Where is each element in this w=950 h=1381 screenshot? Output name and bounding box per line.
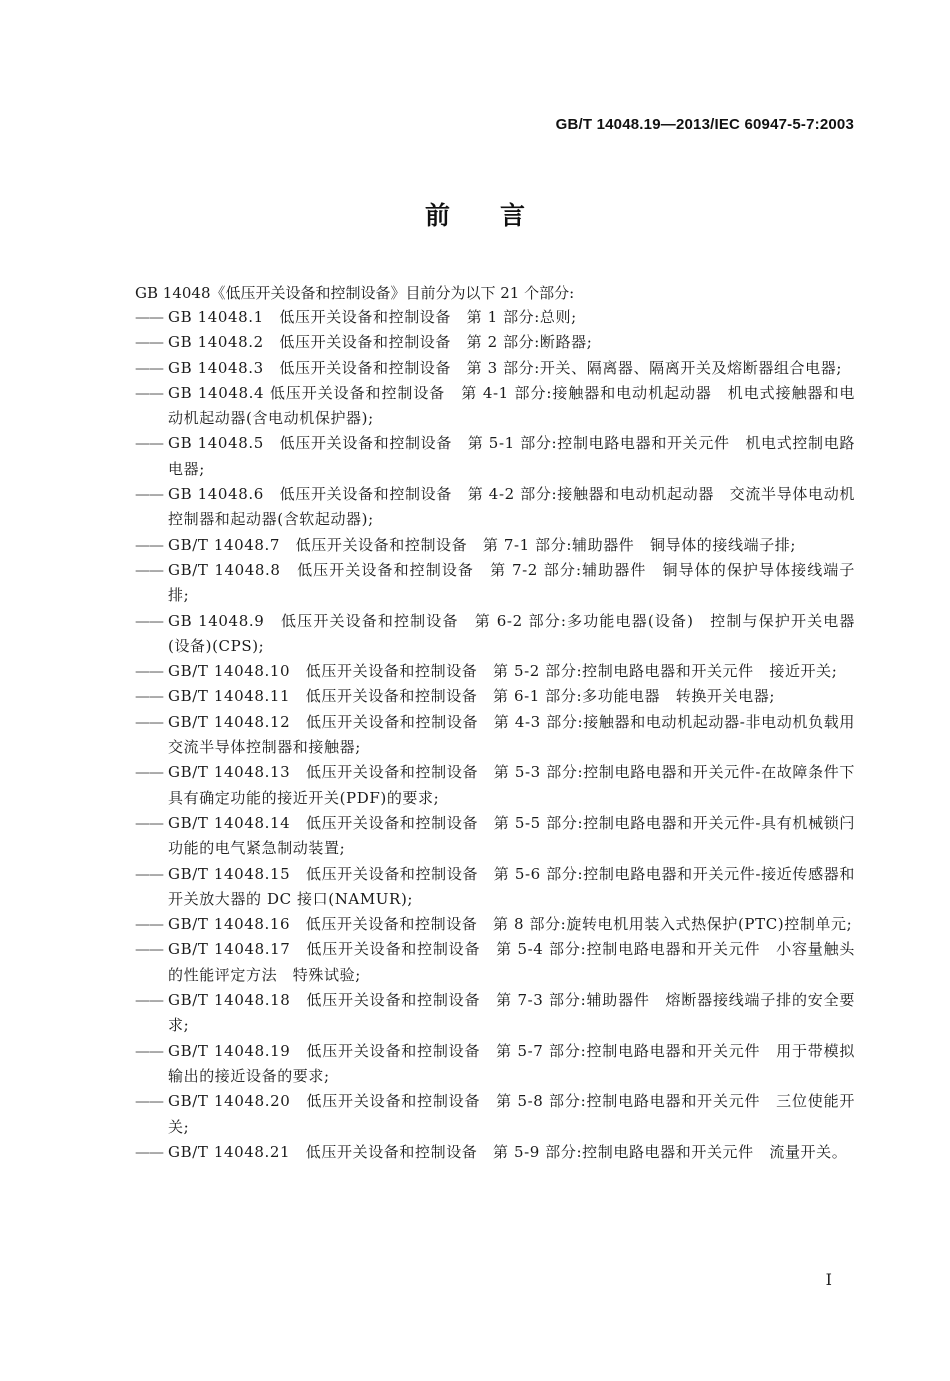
- page-number: I: [825, 1270, 832, 1289]
- list-item-text: GB/T 14048.16 低压开关设备和控制设备 第 8 部分:旋转电机用装入式热保护(PTC)控制单元;: [168, 915, 853, 934]
- list-item: [135, 558, 855, 609]
- list-item: [135, 330, 855, 355]
- list-item: [135, 1039, 855, 1090]
- list-item: [135, 988, 855, 1039]
- list-item-text: GB/T 14048.19 低压开关设备和控制设备 第 5-7 部分:控制电路电器和开关元件 用于带模拟输出的接近设备的要求;: [168, 1041, 855, 1085]
- list-item: [135, 609, 855, 660]
- list-item: [135, 760, 855, 811]
- list-item-text: GB/T 14048.18 低压开关设备和控制设备 第 7-3 部分:辅助器件 熔断器接线端子排的安全要求;: [168, 991, 855, 1035]
- list-item: [135, 710, 855, 761]
- list-item: [135, 381, 855, 432]
- list-item-text: GB/T 14048.17 低压开关设备和控制设备 第 5-4 部分:控制电路电器和开关元件 小容量触头的性能评定方法 特殊试验;: [168, 940, 855, 984]
- list-item-text: GB 14048.6 低压开关设备和控制设备 第 4-2 部分:接触器和电动机起动器 交流半导体电动机控制器和起动器(含软起动器);: [168, 485, 855, 529]
- list-dash: ——: [135, 308, 163, 326]
- list-item-text: GB/T 14048.21 低压开关设备和控制设备 第 5-9 部分:控制电路电器和开关元件 流量开关。: [168, 1142, 848, 1161]
- list-item: [135, 659, 855, 684]
- intro-paragraph: GB 14048《低压开关设备和控制设备》目前分为以下 21 个部分:: [135, 284, 575, 302]
- list-item-text: GB 14048.4 低压开关设备和控制设备 第 4-1 部分:接触器和电动机起动器 机电式接触器和电动机起动器(含电动机保护器);: [168, 383, 855, 428]
- list-item-text: GB 14048.5 低压开关设备和控制设备 第 5-1 部分:控制电路电器和开关元件 机电式控制电路电器;: [168, 434, 855, 478]
- list-dash: ——: [135, 333, 163, 352]
- list-item: [135, 862, 855, 913]
- list-item: [135, 431, 855, 482]
- list-item-text: GB 14048.3 低压开关设备和控制设备 第 3 部分:开关、隔离器、隔离开关及熔断器组合电器;: [168, 358, 842, 377]
- list-dash: ——: [135, 1092, 163, 1111]
- list-item-text: GB 14048.2 低压开关设备和控制设备 第 2 部分:断路器;: [168, 333, 593, 352]
- list-dash: ——: [135, 763, 163, 782]
- list-item-text: GB/T 14048.11 低压开关设备和控制设备 第 6-1 部分:多功能电器 转换开关电器;: [168, 687, 776, 706]
- list-item: [135, 811, 855, 862]
- list-dash: ——: [135, 560, 163, 579]
- list-item-text: GB/T 14048.7 低压开关设备和控制设备 第 7-1 部分:辅助器件 铜导体的接线端子排;: [168, 535, 797, 554]
- list-dash: ——: [135, 1142, 163, 1161]
- list-item-text: GB/T 14048.15 低压开关设备和控制设备 第 5-6 部分:控制电路电器和开关元件-接近传感器和开关放大器的 DC 接口(NAMUR);: [168, 864, 855, 908]
- list-item-text: GB 14048.1 低压开关设备和控制设备 第 1 部分:总则;: [168, 308, 577, 326]
- list-dash: ——: [135, 535, 163, 554]
- list-item: [135, 1089, 855, 1140]
- list-dash: ——: [135, 687, 163, 706]
- list-item-text: GB/T 14048.14 低压开关设备和控制设备 第 5-5 部分:控制电路电器和开关元件-具有机械锁闩功能的电气紧急制动装置;: [168, 813, 855, 858]
- list-dash: ——: [135, 864, 163, 883]
- list-item-text: GB/T 14048.8 低压开关设备和控制设备 第 7-2 部分:辅助器件 铜导体的保护导体接线端子排;: [168, 560, 855, 605]
- list-dash: ——: [135, 485, 163, 504]
- list-item: [135, 356, 855, 381]
- list-item: [135, 533, 855, 558]
- list-item: [135, 684, 855, 709]
- list-dash: ——: [135, 915, 163, 934]
- standard-code-header: GB/T 14048.19—2013/IEC 60947-5-7:2003: [555, 116, 854, 133]
- list-dash: ——: [135, 991, 163, 1010]
- list-dash: ——: [135, 712, 163, 731]
- list-item-text: GB/T 14048.12 低压开关设备和控制设备 第 4-3 部分:接触器和电动机起动器-非电动机负载用交流半导体控制器和接触器;: [168, 712, 855, 757]
- list-item-text: GB/T 14048.13 低压开关设备和控制设备 第 5-3 部分:控制电路电器和开关元件-在故障条件下具有确定功能的接近开关(PDF)的要求;: [168, 763, 855, 807]
- list-item: [135, 937, 855, 988]
- list-dash: ——: [135, 1041, 163, 1060]
- list-item: [135, 912, 855, 937]
- list-dash: ——: [135, 434, 163, 453]
- list-item: [135, 1140, 855, 1165]
- page-title: 前言: [424, 201, 575, 230]
- list-item-text: GB 14048.9 低压开关设备和控制设备 第 6-2 部分:多功能电器(设备) 控制与保护开关电器(设备)(CPS);: [168, 611, 855, 655]
- list-item: [135, 482, 855, 533]
- list-item-text: GB/T 14048.20 低压开关设备和控制设备 第 5-8 部分:控制电路电器和开关元件 三位使能开关;: [168, 1092, 855, 1136]
- list-dash: ——: [135, 662, 163, 681]
- list-item: [135, 305, 855, 330]
- list-dash: ——: [135, 358, 163, 377]
- list-item-text: GB/T 14048.10 低压开关设备和控制设备 第 5-2 部分:控制电路电器和开关元件 接近开关;: [168, 662, 838, 681]
- list-dash: ——: [135, 813, 163, 832]
- list-dash: ——: [135, 611, 163, 630]
- parts-list: [135, 305, 855, 1165]
- list-dash: ——: [135, 383, 163, 402]
- list-dash: ——: [135, 940, 163, 959]
